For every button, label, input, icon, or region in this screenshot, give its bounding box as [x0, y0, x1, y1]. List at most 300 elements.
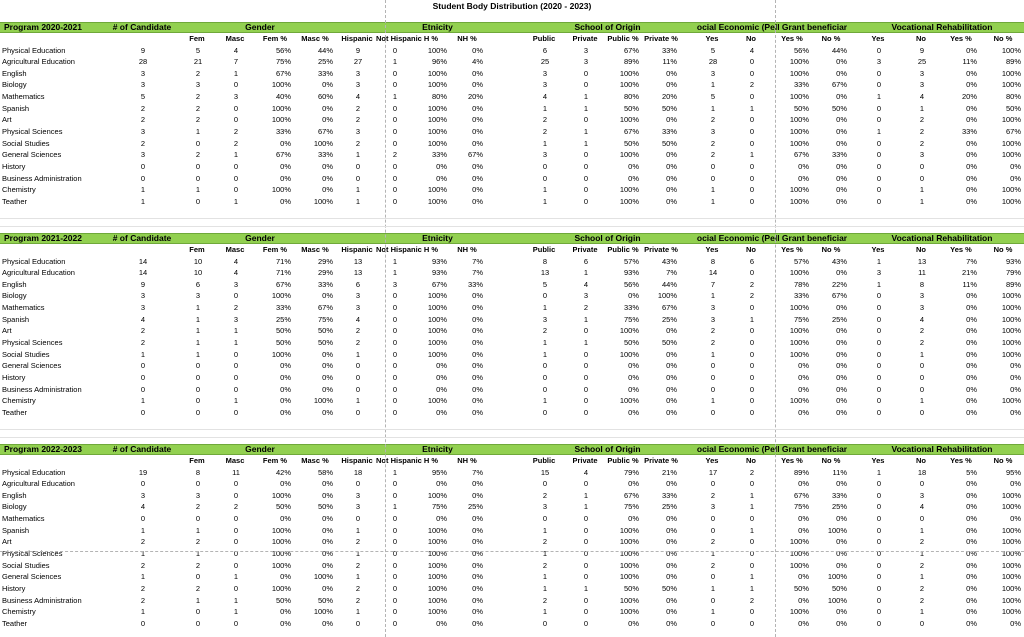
value-cell[interactable]: 0: [876, 384, 882, 394]
value-cell[interactable]: 0%: [966, 162, 977, 171]
value-cell[interactable]: 13: [353, 268, 363, 278]
value-cell[interactable]: 3: [355, 490, 361, 500]
value-cell[interactable]: 0%: [472, 572, 483, 582]
value-cell[interactable]: 1: [919, 549, 925, 559]
value-cell[interactable]: 0: [876, 407, 882, 417]
value-cell[interactable]: 1: [355, 185, 361, 195]
value-cell[interactable]: 1: [355, 572, 361, 582]
value-cell[interactable]: 100%: [789, 537, 809, 547]
value-cell[interactable]: 50%: [831, 584, 847, 593]
value-cell[interactable]: 1: [542, 349, 548, 359]
value-cell[interactable]: 0%: [666, 479, 677, 489]
value-cell[interactable]: 0: [392, 373, 398, 382]
value-cell[interactable]: 0%: [966, 560, 977, 570]
value-cell[interactable]: 0%: [666, 618, 677, 628]
value-cell[interactable]: 0: [233, 584, 239, 593]
value-cell[interactable]: 0: [876, 80, 882, 90]
value-cell[interactable]: 0%: [798, 384, 809, 394]
value-cell[interactable]: 0%: [966, 514, 977, 524]
value-cell[interactable]: 1: [919, 196, 925, 206]
value-cell[interactable]: 1: [195, 185, 201, 195]
value-cell[interactable]: 100%: [789, 396, 809, 406]
value-cell[interactable]: 1: [195, 349, 201, 359]
value-cell[interactable]: 2: [919, 338, 925, 348]
value-cell[interactable]: 2: [710, 326, 716, 336]
value-cell[interactable]: 2: [195, 537, 201, 547]
value-cell[interactable]: 0%: [280, 361, 291, 371]
value-cell[interactable]: 0%: [322, 490, 333, 500]
program-name-cell[interactable]: Social Studies: [2, 560, 50, 570]
value-cell[interactable]: 0: [919, 361, 925, 371]
value-cell[interactable]: 3: [710, 314, 716, 324]
value-cell[interactable]: 0%: [1010, 618, 1021, 628]
value-cell[interactable]: 0%: [322, 525, 333, 535]
value-cell[interactable]: 27: [353, 57, 363, 67]
value-cell[interactable]: 4: [749, 45, 755, 55]
value-cell[interactable]: 2: [542, 115, 548, 125]
value-cell[interactable]: 0: [583, 595, 589, 605]
value-cell[interactable]: 33%: [275, 127, 291, 137]
value-cell[interactable]: 3: [710, 127, 716, 137]
value-cell[interactable]: 50%: [317, 338, 333, 348]
value-cell[interactable]: 0: [749, 396, 755, 406]
value-cell[interactable]: 0%: [836, 326, 847, 336]
value-cell[interactable]: 1: [710, 291, 716, 301]
value-cell[interactable]: 1: [233, 196, 239, 206]
value-cell[interactable]: 1: [392, 268, 398, 278]
value-cell[interactable]: 50%: [275, 502, 291, 512]
value-cell[interactable]: 5: [542, 279, 548, 289]
value-cell[interactable]: 1: [355, 349, 361, 359]
value-cell[interactable]: 0%: [798, 525, 809, 535]
value-cell[interactable]: 10: [193, 268, 203, 278]
value-cell[interactable]: 0%: [836, 560, 847, 570]
value-cell[interactable]: 0: [749, 514, 755, 524]
value-cell[interactable]: 0%: [966, 303, 977, 313]
value-cell[interactable]: 3: [542, 68, 548, 78]
value-cell[interactable]: 0: [583, 396, 589, 406]
value-cell[interactable]: 1: [195, 595, 201, 605]
value-cell[interactable]: 100%: [619, 537, 639, 547]
value-cell[interactable]: 0: [195, 396, 201, 406]
value-cell[interactable]: 1: [710, 607, 716, 617]
value-cell[interactable]: 2: [710, 150, 716, 160]
value-cell[interactable]: 1: [749, 584, 755, 593]
program-name-cell[interactable]: Biology: [2, 502, 27, 512]
value-cell[interactable]: 11%: [962, 57, 977, 67]
value-cell[interactable]: 0%: [836, 479, 847, 489]
value-cell[interactable]: 44%: [317, 45, 333, 55]
value-cell[interactable]: 0%: [322, 291, 333, 301]
value-cell[interactable]: 1: [710, 349, 716, 359]
value-cell[interactable]: 100%: [427, 68, 447, 78]
value-cell[interactable]: 0%: [666, 607, 677, 617]
value-cell[interactable]: 11: [918, 268, 926, 278]
value-cell[interactable]: 100%: [313, 138, 333, 148]
program-name-cell[interactable]: Business Administration: [2, 173, 82, 183]
value-cell[interactable]: 0: [749, 373, 755, 382]
value-cell[interactable]: 100%: [1001, 185, 1021, 195]
value-cell[interactable]: 0%: [666, 525, 677, 535]
value-cell[interactable]: 0: [710, 373, 716, 382]
value-cell[interactable]: 1: [919, 525, 925, 535]
value-cell[interactable]: 0%: [472, 537, 483, 547]
value-cell[interactable]: 2: [140, 326, 146, 336]
value-cell[interactable]: 0%: [472, 338, 483, 348]
value-cell[interactable]: 1: [876, 279, 882, 289]
value-cell[interactable]: 3: [355, 291, 361, 301]
value-cell[interactable]: 33%: [317, 279, 333, 289]
value-cell[interactable]: 0%: [1010, 514, 1021, 524]
value-cell[interactable]: 3: [583, 291, 589, 301]
value-cell[interactable]: 100%: [427, 396, 447, 406]
value-cell[interactable]: 0%: [280, 373, 291, 382]
value-cell[interactable]: 5: [710, 45, 716, 55]
value-cell[interactable]: 20%: [661, 92, 677, 102]
value-cell[interactable]: 0: [392, 80, 398, 90]
value-cell[interactable]: 7%: [472, 268, 483, 278]
value-cell[interactable]: 1: [876, 256, 882, 266]
value-cell[interactable]: 33%: [793, 291, 809, 301]
value-cell[interactable]: 0%: [966, 103, 977, 113]
value-cell[interactable]: 0: [542, 618, 548, 628]
value-cell[interactable]: 0: [392, 514, 398, 524]
value-cell[interactable]: 0: [195, 173, 201, 183]
value-cell[interactable]: 2: [195, 150, 201, 160]
value-cell[interactable]: 56%: [275, 45, 291, 55]
value-cell[interactable]: 3: [140, 68, 146, 78]
value-cell[interactable]: 67%: [793, 150, 809, 160]
value-cell[interactable]: 2: [355, 595, 361, 605]
program-name-cell[interactable]: Physical Education: [2, 45, 66, 55]
value-cell[interactable]: 100%: [1001, 45, 1021, 55]
value-cell[interactable]: 1: [233, 607, 239, 617]
value-cell[interactable]: 100%: [427, 338, 447, 348]
value-cell[interactable]: 3: [542, 502, 548, 512]
value-cell[interactable]: 0: [876, 291, 882, 301]
value-cell[interactable]: 100%: [827, 595, 847, 605]
value-cell[interactable]: 2: [710, 115, 716, 125]
value-cell[interactable]: 0%: [1010, 384, 1021, 394]
value-cell[interactable]: 0%: [472, 361, 483, 371]
value-cell[interactable]: 2: [140, 138, 146, 148]
value-cell[interactable]: 0%: [798, 361, 809, 371]
value-cell[interactable]: 1: [919, 349, 925, 359]
value-cell[interactable]: 100%: [427, 127, 447, 137]
value-cell[interactable]: 0%: [966, 338, 977, 348]
value-cell[interactable]: 100%: [271, 291, 291, 301]
value-cell[interactable]: 0: [919, 373, 925, 382]
program-name-cell[interactable]: Chemistry: [2, 607, 36, 617]
value-cell[interactable]: 0%: [322, 618, 333, 628]
value-cell[interactable]: 1: [392, 467, 398, 477]
value-cell[interactable]: 0%: [836, 396, 847, 406]
value-cell[interactable]: 3: [876, 57, 882, 67]
value-cell[interactable]: 18: [353, 467, 363, 477]
value-cell[interactable]: 3: [140, 127, 146, 137]
value-cell[interactable]: 0: [542, 173, 548, 183]
value-cell[interactable]: 1: [233, 326, 239, 336]
value-cell[interactable]: 0%: [472, 196, 483, 206]
program-name-cell[interactable]: Agricultural Education: [2, 268, 75, 278]
value-cell[interactable]: 0: [392, 173, 398, 183]
value-cell[interactable]: 0: [195, 384, 201, 394]
value-cell[interactable]: 0%: [472, 607, 483, 617]
value-cell[interactable]: 0: [542, 373, 548, 382]
program-name-cell[interactable]: General Sciences: [2, 361, 62, 371]
value-cell[interactable]: 2: [542, 490, 548, 500]
value-cell[interactable]: 0: [583, 162, 589, 171]
value-cell[interactable]: 0: [583, 349, 589, 359]
value-cell[interactable]: 0%: [472, 349, 483, 359]
value-cell[interactable]: 1: [195, 127, 201, 137]
value-cell[interactable]: 13: [540, 268, 550, 278]
value-cell[interactable]: 0: [195, 479, 201, 489]
value-cell[interactable]: 40%: [275, 92, 291, 102]
value-cell[interactable]: 2: [140, 595, 146, 605]
value-cell[interactable]: 1: [876, 467, 882, 477]
value-cell[interactable]: 0: [195, 196, 201, 206]
program-name-cell[interactable]: Art: [2, 115, 12, 125]
value-cell[interactable]: 0%: [436, 514, 447, 524]
value-cell[interactable]: 0: [542, 361, 548, 371]
program-name-cell[interactable]: Agricultural Education: [2, 57, 75, 67]
value-cell[interactable]: 3: [195, 291, 201, 301]
program-name-cell[interactable]: Spanish: [2, 314, 30, 324]
value-cell[interactable]: 4: [919, 314, 925, 324]
value-cell[interactable]: 100%: [271, 584, 291, 593]
value-cell[interactable]: 0: [392, 314, 398, 324]
value-cell[interactable]: 96%: [431, 57, 447, 67]
value-cell[interactable]: 1: [542, 572, 548, 582]
value-cell[interactable]: 4: [233, 256, 239, 266]
program-name-cell[interactable]: Physical Sciences: [2, 549, 63, 559]
value-cell[interactable]: 0%: [436, 479, 447, 489]
value-cell[interactable]: 33%: [961, 127, 977, 137]
value-cell[interactable]: 0: [392, 361, 398, 371]
value-cell[interactable]: 1: [749, 572, 755, 582]
value-cell[interactable]: 100%: [271, 549, 291, 559]
value-cell[interactable]: 2: [355, 537, 361, 547]
value-cell[interactable]: 15: [540, 467, 550, 477]
value-cell[interactable]: 0: [919, 162, 925, 171]
value-cell[interactable]: 2: [233, 138, 239, 148]
program-name-cell[interactable]: Teather: [2, 618, 28, 628]
value-cell[interactable]: 100%: [1001, 150, 1021, 160]
value-cell[interactable]: 0: [876, 303, 882, 313]
value-cell[interactable]: 4: [233, 45, 239, 55]
value-cell[interactable]: 0: [710, 173, 716, 183]
value-cell[interactable]: 0%: [966, 537, 977, 547]
value-cell[interactable]: 0%: [322, 549, 333, 559]
value-cell[interactable]: 7%: [472, 256, 483, 266]
value-cell[interactable]: 3: [919, 150, 925, 160]
value-cell[interactable]: 2: [355, 115, 361, 125]
value-cell[interactable]: 50%: [317, 502, 333, 512]
value-cell[interactable]: 0: [195, 162, 201, 171]
value-cell[interactable]: 0%: [1010, 373, 1021, 382]
value-cell[interactable]: 0: [876, 490, 882, 500]
value-cell[interactable]: 0%: [666, 349, 677, 359]
value-cell[interactable]: 33%: [793, 80, 809, 90]
value-cell[interactable]: 0: [583, 80, 589, 90]
value-cell[interactable]: 0%: [472, 303, 483, 313]
value-cell[interactable]: 0: [876, 560, 882, 570]
value-cell[interactable]: 5: [195, 45, 201, 55]
value-cell[interactable]: 25%: [275, 314, 291, 324]
value-cell[interactable]: 0%: [322, 537, 333, 547]
value-cell[interactable]: 0: [749, 326, 755, 336]
value-cell[interactable]: 0: [233, 384, 239, 394]
value-cell[interactable]: 0%: [666, 68, 677, 78]
value-cell[interactable]: 21%: [961, 268, 977, 278]
value-cell[interactable]: 33%: [317, 150, 333, 160]
value-cell[interactable]: 2: [233, 303, 239, 313]
value-cell[interactable]: 100%: [619, 115, 639, 125]
value-cell[interactable]: 0%: [666, 361, 677, 371]
value-cell[interactable]: 0: [233, 185, 239, 195]
value-cell[interactable]: 78%: [793, 279, 809, 289]
value-cell[interactable]: 0%: [666, 595, 677, 605]
value-cell[interactable]: 6: [355, 279, 361, 289]
value-cell[interactable]: 0%: [472, 326, 483, 336]
value-cell[interactable]: 3: [710, 68, 716, 78]
value-cell[interactable]: 0%: [628, 373, 639, 382]
value-cell[interactable]: 0%: [966, 607, 977, 617]
value-cell[interactable]: 100%: [789, 607, 809, 617]
program-name-cell[interactable]: Social Studies: [2, 138, 50, 148]
value-cell[interactable]: 1: [919, 607, 925, 617]
value-cell[interactable]: 1: [355, 607, 361, 617]
value-cell[interactable]: 100%: [313, 196, 333, 206]
value-cell[interactable]: 0%: [666, 384, 677, 394]
value-cell[interactable]: 0: [392, 162, 398, 171]
value-cell[interactable]: 3: [919, 303, 925, 313]
value-cell[interactable]: 0: [233, 525, 239, 535]
value-cell[interactable]: 50%: [275, 326, 291, 336]
value-cell[interactable]: 50%: [661, 338, 677, 348]
value-cell[interactable]: 89%: [793, 467, 809, 477]
value-cell[interactable]: 44%: [661, 279, 677, 289]
value-cell[interactable]: 100%: [271, 103, 291, 113]
value-cell[interactable]: 0%: [836, 68, 847, 78]
value-cell[interactable]: 100%: [427, 584, 447, 593]
value-cell[interactable]: 0%: [836, 268, 847, 278]
value-cell[interactable]: 0: [583, 479, 589, 489]
value-cell[interactable]: 0%: [628, 173, 639, 183]
value-cell[interactable]: 50%: [793, 103, 809, 113]
value-cell[interactable]: 0: [140, 618, 146, 628]
program-name-cell[interactable]: Social Studies: [2, 349, 50, 359]
value-cell[interactable]: 0: [392, 384, 398, 394]
value-cell[interactable]: 2: [140, 584, 146, 593]
value-cell[interactable]: 28: [138, 57, 148, 67]
value-cell[interactable]: 1: [876, 92, 882, 102]
value-cell[interactable]: 0%: [436, 173, 447, 183]
value-cell[interactable]: 100%: [1001, 196, 1021, 206]
value-cell[interactable]: 100%: [271, 115, 291, 125]
value-cell[interactable]: 0%: [798, 618, 809, 628]
program-name-cell[interactable]: English: [2, 279, 27, 289]
value-cell[interactable]: 0: [542, 162, 548, 171]
value-cell[interactable]: 0: [140, 173, 146, 183]
value-cell[interactable]: 0%: [280, 173, 291, 183]
program-name-cell[interactable]: Business Administration: [2, 595, 82, 605]
value-cell[interactable]: 0%: [666, 173, 677, 183]
value-cell[interactable]: 4: [583, 279, 589, 289]
value-cell[interactable]: 0: [355, 162, 361, 171]
value-cell[interactable]: 0%: [280, 607, 291, 617]
value-cell[interactable]: 25: [540, 57, 550, 67]
value-cell[interactable]: 1: [749, 103, 755, 113]
value-cell[interactable]: 1: [140, 549, 146, 559]
value-cell[interactable]: 0%: [666, 150, 677, 160]
value-cell[interactable]: 0: [876, 572, 882, 582]
value-cell[interactable]: 100%: [789, 57, 809, 67]
value-cell[interactable]: 1: [195, 326, 201, 336]
value-cell[interactable]: 0: [876, 514, 882, 524]
value-cell[interactable]: 100%: [427, 80, 447, 90]
value-cell[interactable]: 0%: [798, 514, 809, 524]
value-cell[interactable]: 0%: [966, 45, 977, 55]
value-cell[interactable]: 0: [355, 407, 361, 417]
value-cell[interactable]: 0: [876, 537, 882, 547]
value-cell[interactable]: 0%: [280, 196, 291, 206]
value-cell[interactable]: 100%: [619, 572, 639, 582]
value-cell[interactable]: 71%: [275, 268, 291, 278]
value-cell[interactable]: 1: [233, 338, 239, 348]
value-cell[interactable]: 0: [583, 115, 589, 125]
value-cell[interactable]: 0: [749, 92, 755, 102]
value-cell[interactable]: 3: [140, 303, 146, 313]
value-cell[interactable]: 0: [876, 45, 882, 55]
value-cell[interactable]: 0%: [666, 549, 677, 559]
value-cell[interactable]: 100%: [271, 560, 291, 570]
value-cell[interactable]: 0: [392, 127, 398, 137]
value-cell[interactable]: 0%: [666, 560, 677, 570]
value-cell[interactable]: 1: [233, 595, 239, 605]
value-cell[interactable]: 0%: [628, 479, 639, 489]
value-cell[interactable]: 4%: [472, 57, 483, 67]
value-cell[interactable]: 0%: [966, 384, 977, 394]
value-cell[interactable]: 100%: [1001, 115, 1021, 125]
value-cell[interactable]: 0%: [666, 537, 677, 547]
value-cell[interactable]: 0: [749, 607, 755, 617]
value-cell[interactable]: 0%: [436, 373, 447, 382]
value-cell[interactable]: 3: [140, 490, 146, 500]
value-cell[interactable]: 3: [919, 490, 925, 500]
value-cell[interactable]: 2: [919, 115, 925, 125]
value-cell[interactable]: 100%: [427, 291, 447, 301]
value-cell[interactable]: 0: [392, 396, 398, 406]
value-cell[interactable]: 2: [749, 291, 755, 301]
value-cell[interactable]: 0: [876, 584, 882, 593]
value-cell[interactable]: 0%: [472, 490, 483, 500]
value-cell[interactable]: 2: [195, 502, 201, 512]
value-cell[interactable]: 0: [876, 607, 882, 617]
value-cell[interactable]: 0%: [966, 525, 977, 535]
value-cell[interactable]: 100%: [427, 349, 447, 359]
value-cell[interactable]: 7: [233, 57, 239, 67]
value-cell[interactable]: 0: [749, 361, 755, 371]
value-cell[interactable]: 0: [140, 407, 146, 417]
value-cell[interactable]: 1: [140, 607, 146, 617]
value-cell[interactable]: 0%: [836, 57, 847, 67]
value-cell[interactable]: 0%: [472, 45, 483, 55]
value-cell[interactable]: 0: [583, 572, 589, 582]
value-cell[interactable]: 11%: [662, 57, 677, 67]
value-cell[interactable]: 0: [140, 384, 146, 394]
